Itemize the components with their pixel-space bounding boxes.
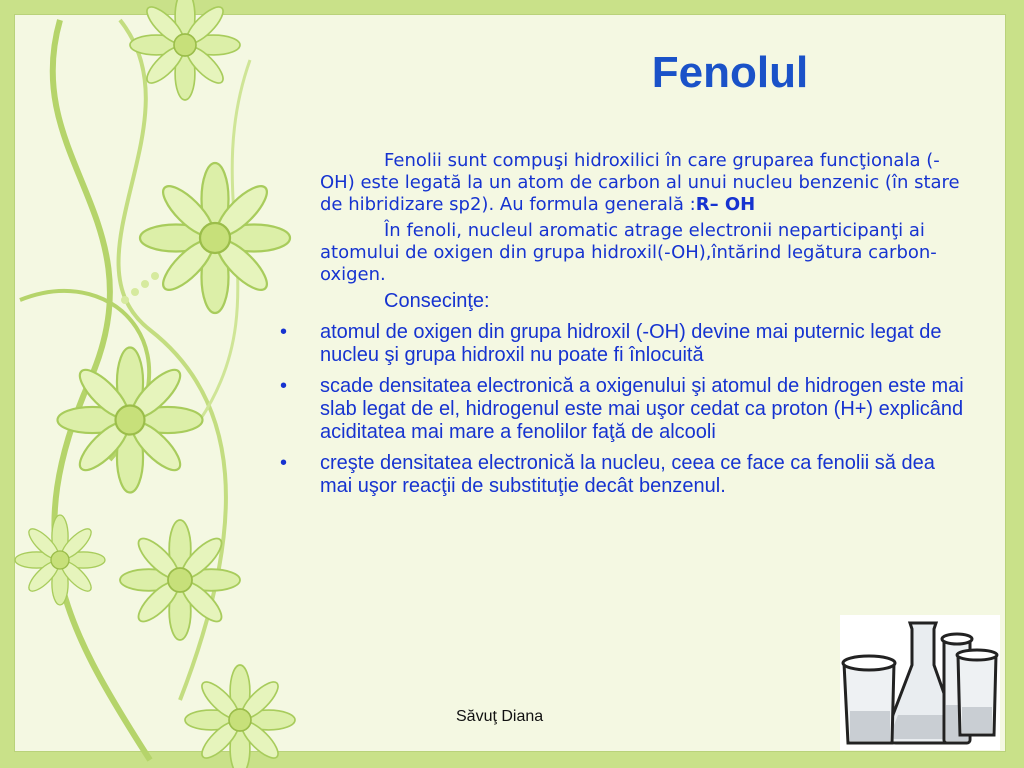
flower-icon (57, 348, 202, 493)
list-item-text: atomul de oxigen din grupa hidroxil (-OH) devine mai puternic legat de nucleu şi grupa hidroxil nu poate fi înlocuită (320, 321, 942, 366)
flower-icon (140, 163, 290, 313)
slide-title: Fenolul (651, 48, 809, 97)
flower-icon (15, 515, 105, 605)
list-item (280, 321, 970, 367)
general-formula: R– OH (695, 194, 756, 215)
flower-icon (185, 665, 295, 768)
slide-content (280, 150, 970, 506)
lab-glassware-icon (840, 615, 1000, 750)
intro-text: Fenolii sunt compuşi hidroxilici în care gruparea funcţionala (-OH) este legată la un atom de carbon al unui nucleu benzenic (în stare de hibridizare sp2). Au formula generală : (320, 150, 960, 215)
bullet-marker: • (280, 321, 288, 343)
aromatic-paragraph: În fenoli, nucleul aromatic atrage electronii neparticipanţi ai atomului de oxigen din grupa hidroxil(-OH),întărind legătura carbon-oxigen. (320, 220, 937, 285)
list-item (280, 452, 970, 498)
list-item-text: scade densitatea electronică a oxigenului şi atomul de hidrogen este mai slab legat de el, hidrogenul este mai uşor cedat ca proton (H+) explicând aciditatea mai mare a fenolilor faţă de alcooli (320, 375, 964, 443)
consequences-label: Consecinţe: (384, 290, 490, 312)
list-item-text: creşte densitatea electronică la nucleu, ceea ce face ca fenolii să dea mai uşor reacţii de substituţie decât benzenul. (320, 452, 935, 497)
author-footer: Săvuţ Diana (456, 708, 544, 725)
consequences-list (280, 321, 970, 498)
bullet-marker: • (280, 375, 288, 397)
list-item (280, 375, 970, 444)
intro-paragraph (320, 150, 970, 216)
bullet-marker: • (280, 452, 288, 474)
